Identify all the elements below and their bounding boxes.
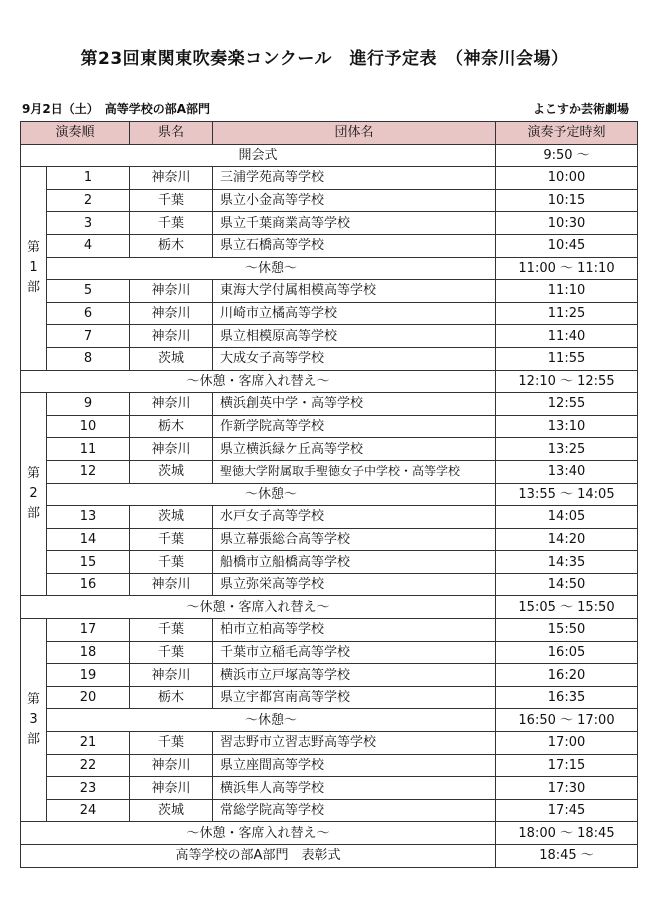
- intermission-row: [21, 596, 638, 619]
- section-label-char: 2: [29, 486, 38, 502]
- intermission-row-label: ～休憩・客席入れ替え～: [21, 596, 496, 619]
- performance-order: 3: [47, 212, 130, 235]
- group-name: 東海大学付属相模高等学校: [213, 280, 496, 303]
- scheduled-time: 17:15: [496, 754, 638, 777]
- prefecture: 千葉: [130, 641, 213, 664]
- break-time: 13:55 ～ 14:05: [496, 483, 638, 506]
- performance-order: 12: [47, 460, 130, 483]
- scheduled-time: 16:20: [496, 664, 638, 687]
- prefecture: 神奈川: [130, 664, 213, 687]
- section-label-char: 部: [26, 732, 40, 748]
- group-name: 船橋市立船橋高等学校: [213, 551, 496, 574]
- ceremony-row: [21, 845, 638, 868]
- group-name: 三浦学苑高等学校: [213, 167, 496, 190]
- section-label-1: [21, 167, 47, 370]
- table-row: [21, 347, 638, 370]
- performance-order: 6: [47, 302, 130, 325]
- section-label-char: 1: [29, 260, 38, 276]
- prefecture: 茨城: [130, 460, 213, 483]
- table-row: [21, 551, 638, 574]
- prefecture: 神奈川: [130, 754, 213, 777]
- scheduled-time: 10:30: [496, 212, 638, 235]
- performance-order: 7: [47, 325, 130, 348]
- prefecture: 茨城: [130, 506, 213, 529]
- performance-order: 21: [47, 732, 130, 755]
- table-row: [21, 573, 638, 596]
- table-row: [21, 686, 638, 709]
- prefecture: 千葉: [130, 528, 213, 551]
- prefecture: 神奈川: [130, 393, 213, 416]
- performance-order: 1: [47, 167, 130, 190]
- section-label-char: 第: [26, 466, 40, 482]
- prefecture: 栃木: [130, 234, 213, 257]
- group-name: 水戸女子高等学校: [213, 506, 496, 529]
- prefecture: 神奈川: [130, 573, 213, 596]
- performance-order: 11: [47, 438, 130, 461]
- group-name: 県立千葉商業高等学校: [213, 212, 496, 235]
- table-row: [21, 189, 638, 212]
- section-label-char: 部: [26, 506, 40, 522]
- scheduled-time: 11:40: [496, 325, 638, 348]
- performance-order: 9: [47, 393, 130, 416]
- group-name: 県立小金高等学校: [213, 189, 496, 212]
- ceremony-row-time: 18:45 ～: [496, 845, 638, 868]
- group-name: 県立相模原高等学校: [213, 325, 496, 348]
- table-row: [21, 302, 638, 325]
- group-name: 柏市立柏高等学校: [213, 619, 496, 642]
- prefecture: 栃木: [130, 686, 213, 709]
- table-row: [21, 528, 638, 551]
- performance-order: 17: [47, 619, 130, 642]
- scheduled-time: 17:30: [496, 777, 638, 800]
- performance-order: 24: [47, 799, 130, 822]
- date-division: 9月2日（土） 高等学校の部A部門: [22, 102, 210, 116]
- group-name: 県立幕張総合高等学校: [213, 528, 496, 551]
- group-name: 横浜創英中学・高等学校: [213, 393, 496, 416]
- performance-order: 18: [47, 641, 130, 664]
- performance-order: 23: [47, 777, 130, 800]
- group-name: 作新学院高等学校: [213, 415, 496, 438]
- scheduled-time: 10:00: [496, 167, 638, 190]
- intermission-row-time: 18:00 ～ 18:45: [496, 822, 638, 845]
- page-title: 第23回東関東吹奏楽コンクール 進行予定表 （神奈川会場）: [80, 49, 569, 69]
- schedule-table: [20, 121, 638, 868]
- scheduled-time: 14:35: [496, 551, 638, 574]
- group-name: 県立座間高等学校: [213, 754, 496, 777]
- break-row: [21, 709, 638, 732]
- prefecture: 茨城: [130, 799, 213, 822]
- scheduled-time: 14:20: [496, 528, 638, 551]
- scheduled-time: 14:05: [496, 506, 638, 529]
- scheduled-time: 13:10: [496, 415, 638, 438]
- performance-order: 22: [47, 754, 130, 777]
- prefecture: 千葉: [130, 551, 213, 574]
- prefecture: 神奈川: [130, 302, 213, 325]
- table-row: [21, 393, 638, 416]
- scheduled-time: 17:00: [496, 732, 638, 755]
- group-name: 県立横浜緑ケ丘高等学校: [213, 438, 496, 461]
- performance-order: 19: [47, 664, 130, 687]
- prefecture: 千葉: [130, 189, 213, 212]
- table-header-row: [21, 122, 638, 145]
- opening-row: [21, 144, 638, 167]
- table-row: [21, 460, 638, 483]
- scheduled-time: 10:15: [496, 189, 638, 212]
- break-row: [21, 257, 638, 280]
- prefecture: 神奈川: [130, 438, 213, 461]
- ceremony-row-label: 高等学校の部A部門 表彰式: [21, 845, 496, 868]
- prefecture: 栃木: [130, 415, 213, 438]
- break-time: 11:00 ～ 11:10: [496, 257, 638, 280]
- section-label-char: 第: [26, 240, 40, 256]
- break-row: [21, 483, 638, 506]
- group-name: 県立宇都宮南高等学校: [213, 686, 496, 709]
- column-header-time: 演奏予定時刻: [496, 122, 638, 145]
- scheduled-time: 11:55: [496, 347, 638, 370]
- prefecture: 神奈川: [130, 777, 213, 800]
- table-row: [21, 167, 638, 190]
- performance-order: 20: [47, 686, 130, 709]
- performance-order: 2: [47, 189, 130, 212]
- performance-order: 8: [47, 347, 130, 370]
- table-row: [21, 619, 638, 642]
- opening-row-time: 9:50 ～: [496, 144, 638, 167]
- section-label-char: 第: [26, 692, 40, 708]
- scheduled-time: 13:25: [496, 438, 638, 461]
- group-name: 川崎市立橘高等学校: [213, 302, 496, 325]
- scheduled-time: 11:25: [496, 302, 638, 325]
- section-label-3: [21, 619, 47, 822]
- group-name: 千葉市立稲毛高等学校: [213, 641, 496, 664]
- group-name: 大成女子高等学校: [213, 347, 496, 370]
- column-header-prefecture: 県名: [130, 122, 213, 145]
- group-name: 県立弥栄高等学校: [213, 573, 496, 596]
- section-label-char: 3: [29, 712, 38, 728]
- scheduled-time: 12:55: [496, 393, 638, 416]
- prefecture: 神奈川: [130, 280, 213, 303]
- performance-order: 15: [47, 551, 130, 574]
- scheduled-time: 11:10: [496, 280, 638, 303]
- scheduled-time: 13:40: [496, 460, 638, 483]
- scheduled-time: 16:35: [496, 686, 638, 709]
- table-row: [21, 664, 638, 687]
- intermission-row: [21, 370, 638, 393]
- prefecture: 神奈川: [130, 167, 213, 190]
- table-row: [21, 732, 638, 755]
- table-row: [21, 438, 638, 461]
- performance-order: 4: [47, 234, 130, 257]
- performance-order: 13: [47, 506, 130, 529]
- group-name: 横浜隼人高等学校: [213, 777, 496, 800]
- break-label: ～休憩～: [47, 709, 496, 732]
- group-name: 常総学院高等学校: [213, 799, 496, 822]
- prefecture: 千葉: [130, 732, 213, 755]
- break-label: ～休憩～: [47, 483, 496, 506]
- prefecture: 茨城: [130, 347, 213, 370]
- table-row: [21, 325, 638, 348]
- group-name: 習志野市立習志野高等学校: [213, 732, 496, 755]
- venue: よこすか芸術劇場: [532, 102, 629, 116]
- break-label: ～休憩～: [47, 257, 496, 280]
- intermission-row-time: 12:10 ～ 12:55: [496, 370, 638, 393]
- table-row: [21, 641, 638, 664]
- column-header-order: 演奏順: [21, 122, 130, 145]
- group-name: 聖徳大学附属取手聖徳女子中学校・高等学校: [213, 460, 496, 483]
- scheduled-time: 17:45: [496, 799, 638, 822]
- table-row: [21, 280, 638, 303]
- section-label-char: 部: [26, 280, 40, 296]
- prefecture: 神奈川: [130, 325, 213, 348]
- table-row: [21, 234, 638, 257]
- group-name: 県立石橋高等学校: [213, 234, 496, 257]
- table-row: [21, 777, 638, 800]
- performance-order: 16: [47, 573, 130, 596]
- performance-order: 10: [47, 415, 130, 438]
- table-row: [21, 415, 638, 438]
- table-row: [21, 754, 638, 777]
- scheduled-time: 14:50: [496, 573, 638, 596]
- scheduled-time: 10:45: [496, 234, 638, 257]
- scheduled-time: 16:05: [496, 641, 638, 664]
- intermission-row-label: ～休憩・客席入れ替え～: [21, 822, 496, 845]
- prefecture: 千葉: [130, 212, 213, 235]
- intermission-row-label: ～休憩・客席入れ替え～: [21, 370, 496, 393]
- performance-order: 5: [47, 280, 130, 303]
- table-row: [21, 212, 638, 235]
- column-header-group: 団体名: [213, 122, 496, 145]
- opening-row-label: 開会式: [21, 144, 496, 167]
- table-row: [21, 799, 638, 822]
- section-label-2: [21, 393, 47, 596]
- prefecture: 千葉: [130, 619, 213, 642]
- table-row: [21, 506, 638, 529]
- break-time: 16:50 ～ 17:00: [496, 709, 638, 732]
- intermission-row: [21, 822, 638, 845]
- intermission-row-time: 15:05 ～ 15:50: [496, 596, 638, 619]
- performance-order: 14: [47, 528, 130, 551]
- group-name: 横浜市立戸塚高等学校: [213, 664, 496, 687]
- scheduled-time: 15:50: [496, 619, 638, 642]
